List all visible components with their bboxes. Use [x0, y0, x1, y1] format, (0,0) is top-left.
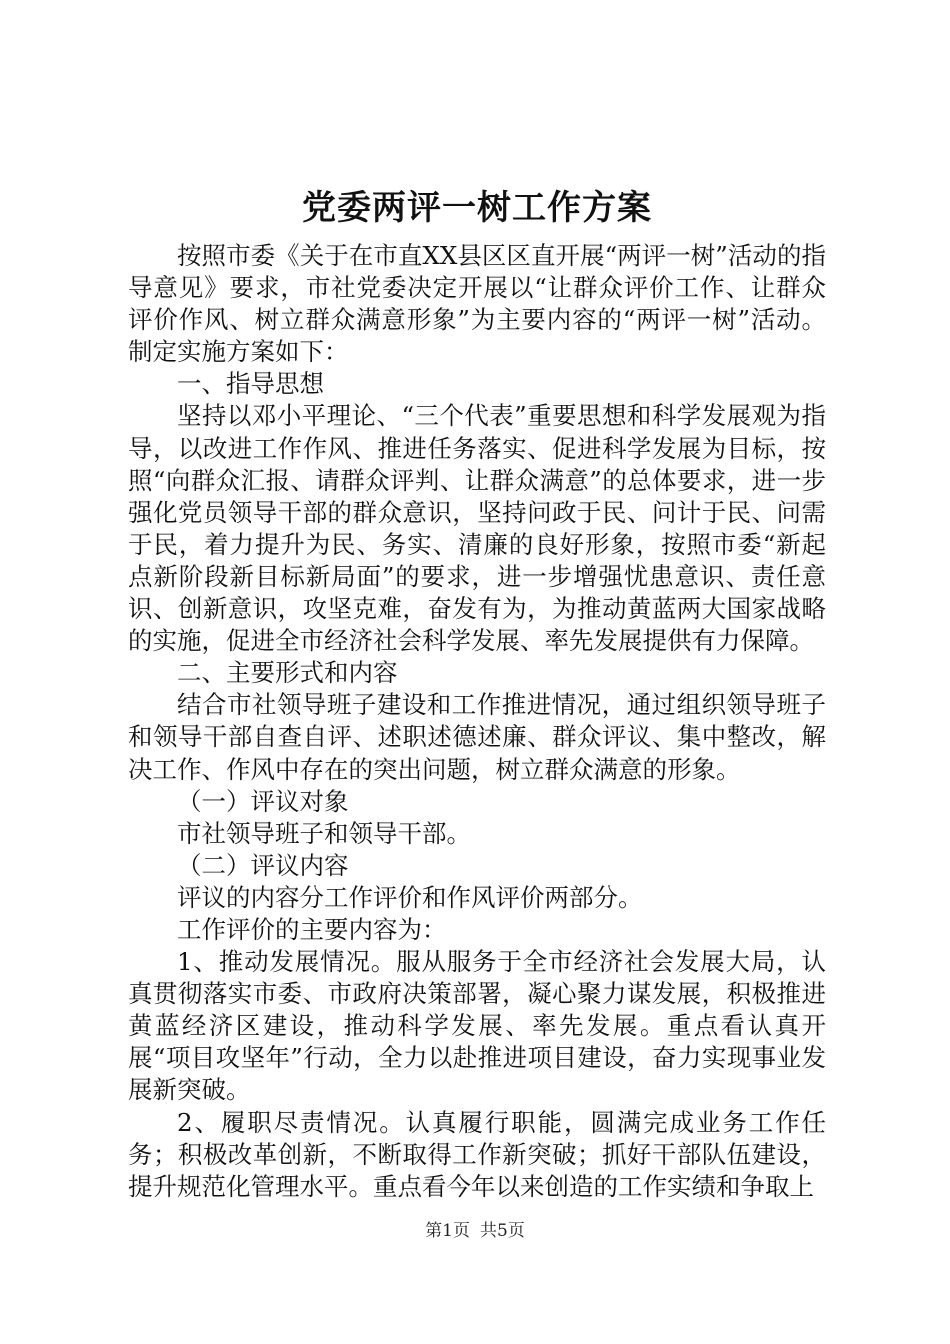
- page-footer: [0, 1216, 950, 1241]
- paragraph: 工作评价的主要内容为：: [177, 914, 447, 944]
- page-total: 共5页: [480, 1221, 525, 1241]
- document-body: [128, 240, 826, 1203]
- paragraph: 按照市委《关于在市直XX县区区直开展“两评一树”活动的指导意见》要求，市社党委决定开展以“让群众评价工作、让群众评价作风、树立群众满意形象”为主要内容的“两评一树”活动。制定实施方案如下：: [128, 241, 826, 367]
- paragraph: 坚持以邓小平理论、“三个代表”重要思想和科学发展观为指导，以改进工作作风、推进任务落实、促进科学发展为目标，按照“向群众汇报、请群众评判、让群众满意”的总体要求，进一步强化党员领导干部的群众意识，坚持问政于民、问计于民、问需于民，着力提升为民、务实、清廉的良好形象，按照市委“新起点新阶段新目标新局面”的要求，进一步增强忧患意识、责任意识、创新意识，攻坚克难，奋发有为，为推动黄蓝两大国家战略的实施，促进全市经济社会科学发展、率先发展提供有力保障。: [128, 401, 826, 656]
- paragraph: （一）评议对象: [177, 786, 349, 816]
- paragraph: 2、履职尽责情况。认真履行职能，圆满完成业务工作任务；积极改革创新，不断取得工作新突破；抓好干部队伍建设，提升规范化管理水平。重点看今年以来创造的工作实绩和争取上: [128, 1107, 826, 1201]
- paragraph: 1、推动发展情况。服从服务于全市经济社会发展大局，认真贯彻落实市委、市政府决策部署，凝心聚力谋发展，积极推进黄蓝经济区建设，推动科学发展、率先发展。重点看认真开展“项目攻坚年”行动，全力以赴推进项目建设，奋力实现事业发展新突破。: [128, 947, 826, 1105]
- paragraph: 评议的内容分工作评价和作风评价两部分。: [177, 882, 643, 912]
- paragraph: （二）评议内容: [177, 850, 349, 880]
- paragraph: 一、指导思想: [177, 369, 324, 399]
- paragraph: 二、主要形式和内容: [177, 658, 398, 688]
- document-title: 党委两评一树工作方案: [302, 188, 652, 228]
- paragraph: 市社领导班子和领导干部。: [177, 818, 471, 848]
- paragraph: 结合市社领导班子建设和工作推进情况，通过组织领导班子和领导干部自查自评、述职述德述廉、群众评议、集中整改，解决工作、作风中存在的突出问题，树立群众满意的形象。: [128, 690, 826, 784]
- page-number: 第1页: [425, 1221, 470, 1241]
